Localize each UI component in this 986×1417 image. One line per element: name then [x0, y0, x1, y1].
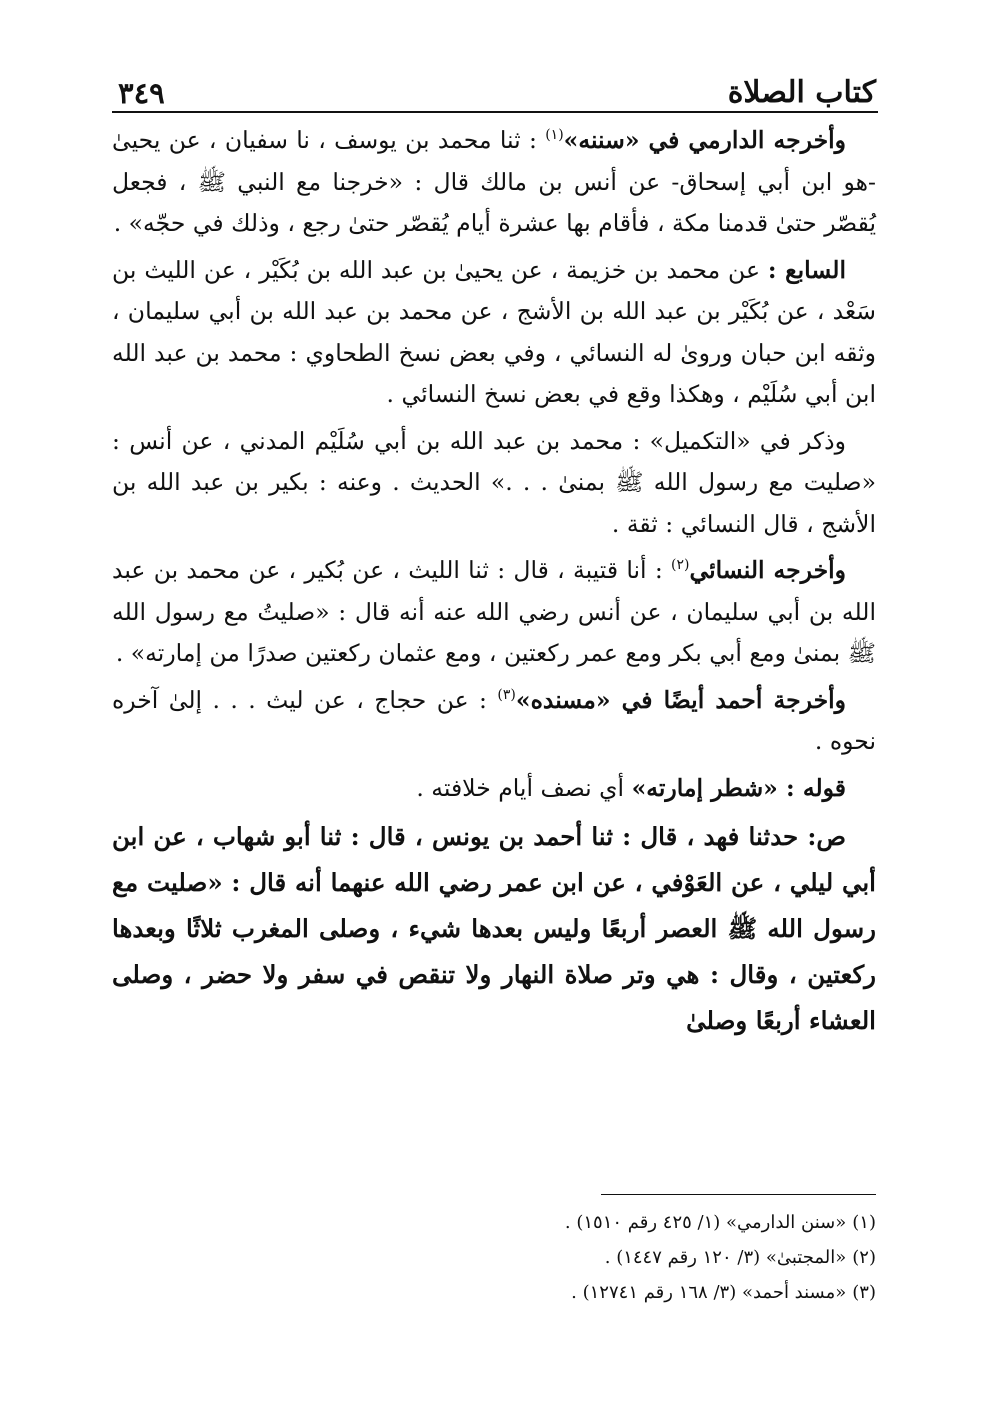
paragraph-darimi — [112, 120, 876, 245]
footnote-number: (٢) — [852, 1247, 876, 1268]
footnote-ref: (١) — [545, 127, 564, 144]
footnote-number: (٣) — [852, 1282, 876, 1303]
footnote-text: «سنن الدارمي» (١/ ٤٢٥ رقم ١٥١٠) . — [564, 1212, 847, 1233]
paragraph-qawluhu — [112, 768, 876, 810]
footnote-text: «المجتبىٰ» (٣/ ١٢٠ رقم ١٤٤٧) . — [604, 1247, 847, 1268]
paragraph-text: : أنا قتيبة ، قال : ثنا الليث ، عن بُكير ، عن محمد بن عبد الله بن أبي سليمان ، عن أنس رضي الله عنه أنه قال : «صليتُ مع رسول الله ﷺ بمنىٰ ومع أبي بكر ومع عمر ركعتين ، ومع عثمان ركعتين صدرًا من إمارته» . — [112, 556, 876, 667]
footnote-number: (١) — [852, 1212, 876, 1233]
footnotes — [112, 1205, 876, 1310]
paragraph-lead: وأخرجة أحمد أيضًا في «مسنده» — [515, 685, 846, 714]
paragraph-lead: السابع : — [767, 255, 846, 284]
page-number: ٣٤٩ — [118, 76, 165, 110]
footnote-item — [112, 1240, 876, 1275]
page-header — [118, 56, 876, 108]
paragraph-text: وذكر في «التكميل» : محمد بن عبد الله بن أبي سُلَيْم المدني ، عن أنس : «صليت مع رسول الله ﷺ بمنىٰ . . .» الحديث . وعنه : بكير بن عبد الله بن الأشج ، قال النسائي : ثقة . — [112, 426, 876, 538]
paragraph-nasai — [112, 550, 876, 675]
paragraph-text: عن محمد بن خزيمة ، عن يحيىٰ بن عبد الله بن بُكَيْر ، عن الليث بن سَعْد ، عن بُكَيْر بن عبد الله بن الأشج ، عن محمد بن عبد الله بن أبي سليمان ، وثقه ابن حبان وروىٰ له النسائي ، وفي بعض نسخ الطحاوي : محمد بن عبد الله ابن أبي سُلَيْم ، وهكذا وقع في بعض نسخ النسائي . — [112, 255, 876, 408]
footnote-ref: (٣) — [497, 686, 516, 703]
paragraph-text: أي نصف أيام خلافته . — [416, 773, 632, 802]
paragraph-lead: وأخرجه النسائي — [689, 556, 846, 584]
paragraph-text: ص: حدثنا فهد ، قال : ثنا أحمد بن يونس ، قال : ثنا أبو شهاب ، عن ابن أبي ليلي ، عن العَوْفي ، عن ابن عمر رضي الله عنهما أنه قال : «صليت مع رسول الله ﷺ العصر أربعًا وليس بعدها شيء ، وصلى المغرب ثلاثًا وبعدها ركعتين ، وقال : هي وتر صلاة النهار ولا تنقص في سفر ولا حضر ، وصلى العشاء أربعًا وصلىٰ — [112, 822, 876, 1035]
paragraph-seventh — [112, 250, 876, 416]
paragraph-text: : عن حجاج ، عن ليث . . . إلىٰ آخره نحوه . — [112, 685, 876, 755]
paragraph-lead: وأخرجه الدارمي في «سننه» — [563, 126, 846, 154]
book-title: كتاب الصلاة — [727, 75, 876, 110]
main-text — [112, 120, 876, 1049]
footnote-text: «مسند أحمد» (٣/ ١٦٨ رقم ١٢٧٤١) . — [571, 1282, 847, 1303]
paragraph-lead: قوله : «شطر إمارته» — [631, 773, 846, 802]
footnote-rule — [601, 1194, 876, 1195]
footnote-item — [112, 1275, 876, 1310]
paragraph-hadith-text — [112, 814, 876, 1044]
paragraph-ahmad — [112, 680, 876, 763]
paragraph-text: : ثنا محمد بن يوسف ، نا سفيان ، عن يحيىٰ -هو ابن أبي إسحاق- عن أنس بن مالك قال : «خرجنا مع النبي ﷺ ، فجعل يُقصّر حتىٰ قدمنا مكة ، فأقام بها عشرة أيام يُقصّر حتىٰ رجع ، وذلك في حجّه» . — [112, 126, 876, 237]
header-rule — [112, 111, 878, 113]
paragraph-takmil — [112, 421, 876, 546]
footnote-ref: (٢) — [671, 557, 690, 574]
footnote-item — [112, 1205, 876, 1240]
